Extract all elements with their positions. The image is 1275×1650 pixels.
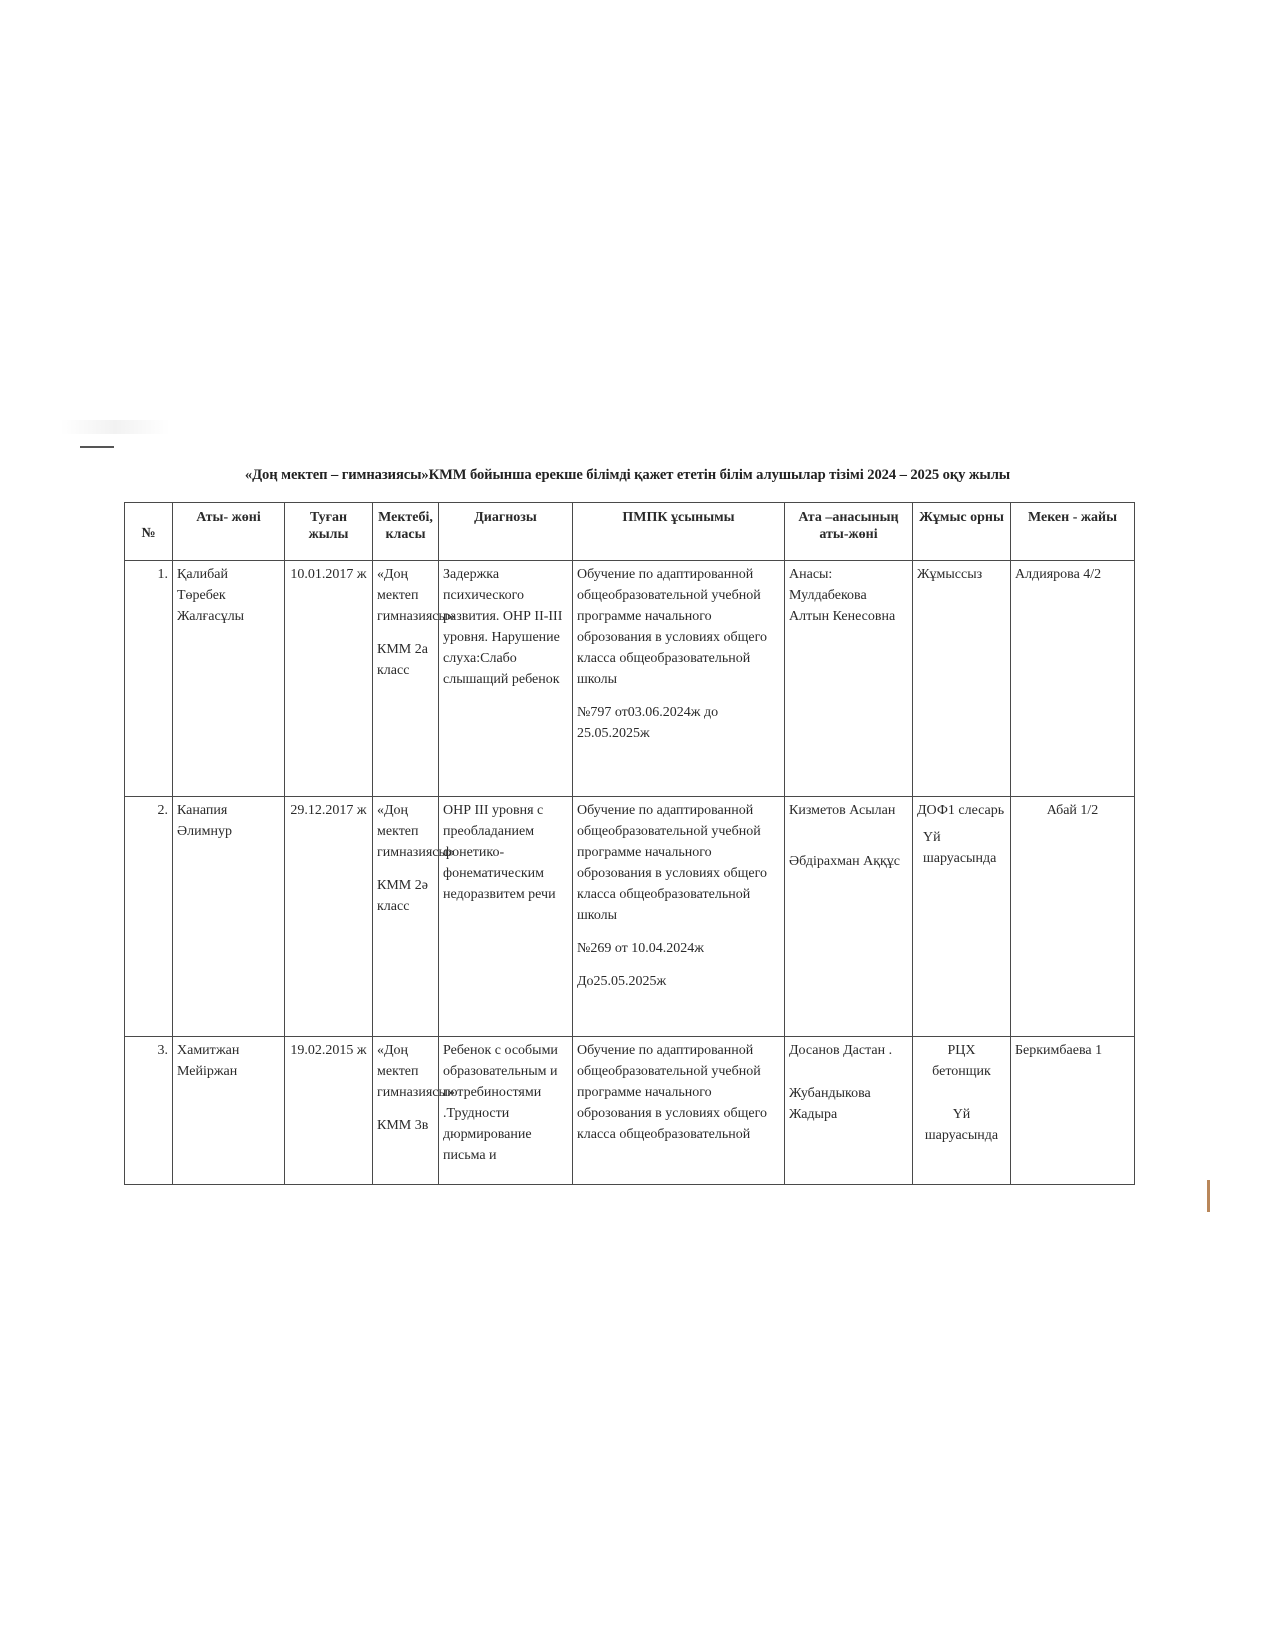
header-name: Аты- жөні [173, 503, 285, 561]
row-num: 2. [125, 797, 173, 1037]
school-class: КММ 3в [377, 1118, 429, 1133]
birth-date: 19.02.2015 ж [285, 1037, 373, 1185]
address: Абай 1/2 [1011, 797, 1135, 1037]
header-diagnosis: Диагнозы [439, 503, 573, 561]
header-num: № [125, 503, 173, 561]
student-name: Қалибай Төребек Жалғасұлы [173, 561, 285, 797]
student-name: Хамитжан Мейіржан [173, 1037, 285, 1185]
school-class: КММ 2а класс [377, 642, 428, 678]
school-name: «Доң мектеп гимназиясы» [377, 567, 455, 624]
diagnosis: ОНР III уровня с преобладанием фонетико-фонематическим недоразвитем речи [439, 797, 573, 1037]
school-name: «Доң мектеп гимназиясы» [377, 1043, 455, 1100]
address: Беркимбаева 1 [1011, 1037, 1135, 1185]
pmpk-recommendation: Обучение по адаптированной общеобразовательной учебной программе начального оброзования в условиях общего класса общеобразовательной школы [577, 567, 767, 687]
work-cell [913, 561, 1011, 797]
pmpk-recommendation: Обучение по адаптированной общеобразовательной учебной программе начального оброзования в условиях общего класса общеобразовательной [577, 1043, 767, 1142]
school-name: «Доң мектеп гимназиясы» [377, 803, 455, 860]
header-parents: Ата –анасының аты-жөні [785, 503, 913, 561]
parent-name: Досанов Дастан . [789, 1043, 893, 1058]
pmpk-cell [573, 797, 785, 1037]
work-cell [913, 1037, 1011, 1185]
table-header-row [125, 503, 1135, 561]
row-num: 3. [125, 1037, 173, 1185]
pmpk-recommendation: Обучение по адаптированной общеобразовательной учебной программе начального оброзования в условиях общего класса общеобразовательной школы [577, 803, 767, 923]
table-row [125, 1037, 1135, 1185]
parent-name: Жубандыкова Жадыра [789, 1086, 871, 1122]
header-work: Жұмыс орны [913, 503, 1011, 561]
header-school: Мектебі, класы [373, 503, 439, 561]
scan-smudge [60, 420, 170, 434]
table-row [125, 561, 1135, 797]
row-num: 1. [125, 561, 173, 797]
school-cell [373, 561, 455, 797]
work-place: Үй шаруасында [923, 830, 997, 866]
pmpk-cell [573, 561, 785, 797]
work-place: ДОФ1 слесарь [917, 803, 1005, 818]
parent-name: Әбдірахман Аққұс [789, 854, 901, 869]
pmpk-valid-until: До25.05.2025ж [577, 974, 667, 989]
parents-cell [785, 561, 913, 797]
work-cell [913, 797, 1011, 1037]
birth-date: 29.12.2017 ж [285, 797, 373, 1037]
pmpk-cell [573, 1037, 785, 1185]
work-place: Жұмыссыз [917, 567, 983, 582]
parent-name: Кизметов Асылан [789, 803, 896, 818]
work-place: РЦХ бетонщик [932, 1043, 991, 1079]
parent-name: Анасы: Мулдабекова Алтын Кенесовна [789, 567, 896, 624]
school-cell [373, 1037, 455, 1185]
diagnosis: Ребенок с особыми образовательным и потребиностями .Трудности дюрмирование письма и [439, 1037, 573, 1185]
table-row [125, 797, 1135, 1037]
parents-cell [785, 1037, 913, 1185]
pmpk-document: №269 от 10.04.2024ж [577, 941, 704, 956]
document-title: «Доң мектеп – гимназиясы»КММ бойынша ерекше білімді қажет ететін білім алушылар тізімі 2024 – 2025 оқу жылы [244, 467, 1011, 483]
scan-edge-mark [1207, 1180, 1210, 1212]
pmpk-document: №797 от03.06.2024ж до 25.05.2025ж [577, 705, 719, 741]
diagnosis: Задержка психического развития. ОНР II-III уровня. Нарушение слуха:Слабо слышащий ребенок [439, 561, 573, 797]
student-name: Канапия Әлимнур [173, 797, 285, 1037]
scan-dash-mark [80, 446, 114, 448]
birth-date: 10.01.2017 ж [285, 561, 373, 797]
header-pmpk: ПМПК ұсынымы [573, 503, 785, 561]
school-class: КММ 2ә класс [377, 878, 428, 914]
parents-cell [785, 797, 913, 1037]
students-table [124, 502, 1135, 1185]
address: Алдиярова 4/2 [1011, 561, 1135, 797]
header-birth: Туған жылы [285, 503, 373, 561]
school-cell [373, 797, 455, 1037]
work-place: Үй шаруасында [924, 1107, 999, 1143]
header-address: Мекен - жайы [1011, 503, 1135, 561]
